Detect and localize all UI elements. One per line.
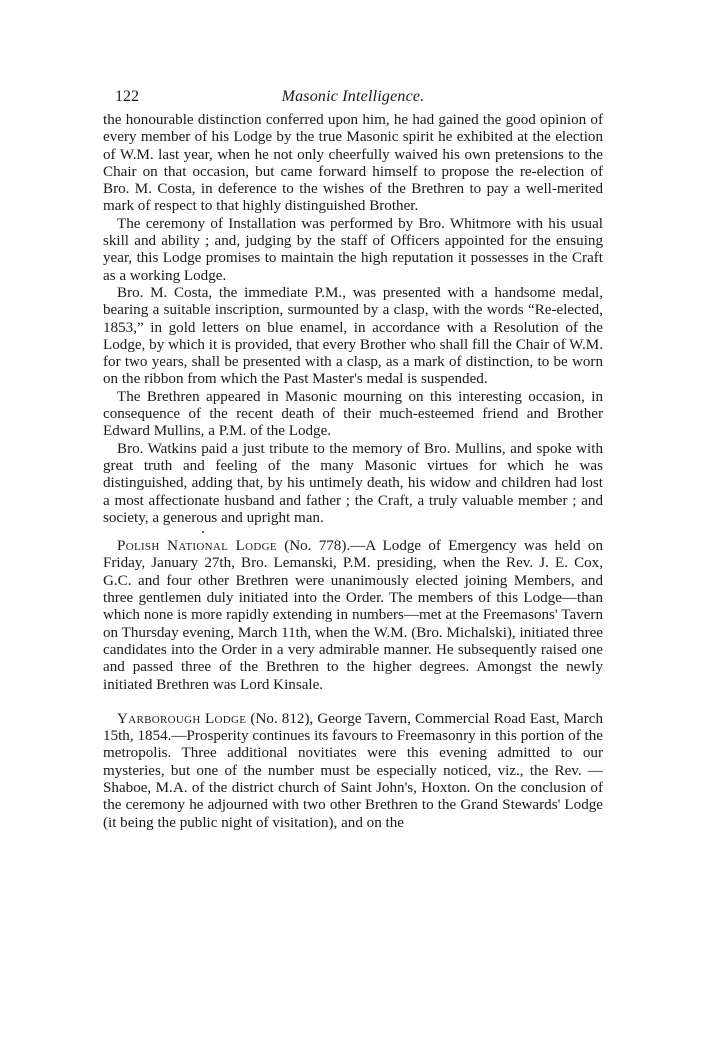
- polish-lodge-text: (No. 778).—A Lodge of Emergency was held on Friday, January 27th, Bro. Lemanski, P.M. presiding, when the Rev. J. E. Cox, G.C. and four other Brethren were unanimously elected joining Members, and three gentlemen duly initiated into the Order. The members of this Lodge—than which none is more rapidly extending in numbers—met at the Freemasons' Tavern on Thursday evening, March 11th, when the W.M. (Bro. Michalski), initiated three candidates into the Order in a very admirable manner. He subsequently raised one and passed three of the Brethren to the higher degrees. Amongst the newly initiated Brethren was Lord Kinsale.: [103, 538, 603, 693]
- paragraph-installation: The ceremony of Installation was performed by Bro. Whitmore with his usual skill and ability ; and, judging by the staff of Officers appointed for the ensuing year, this Lodge promises to maintain the high reputation it possesses in the Craft as a working Lodge.: [103, 215, 603, 284]
- section-gap: [103, 694, 603, 711]
- paragraph-polish-lodge: [103, 538, 603, 694]
- article-body: [103, 112, 603, 832]
- paragraph-yarborough-lodge: [103, 711, 603, 832]
- page-number: 122: [115, 88, 139, 105]
- book-page: [103, 88, 603, 832]
- paragraph-mourning: The Brethren appeared in Masonic mourning on this interesting occasion, in consequence of the recent death of their much-esteemed friend and Brother Edward Mullins, a P.M. of the Lodge.: [103, 388, 603, 440]
- paragraph-medal: Bro. M. Costa, the immediate P.M., was presented with a handsome medal, bearing a suitable inscription, surmounted by a clasp, with the words “Re-elected, 1853,” in gold letters on blue enamel, in accordance with a Resolution of the Lodge, by which it is provided, that every Brother who shall fill the Chair of W.M. for two years, shall be presented with a clasp, as a mark of distinction, to be worn on the ribbon from which the Past Master's medal is suspended.: [103, 284, 603, 388]
- divider-dot: [202, 531, 204, 533]
- section-divider: [103, 527, 603, 538]
- yarborough-lodge-text: (No. 812), George Tavern, Commercial Road East, March 15th, 1854.—Prosperity continues its favours to Freemasonry in this portion of the metropolis. Three additional novitiates were this evening admitted to our mysteries, but one of the number must be especially noticed, viz., the Rev. — Shaboe, M.A. of the district church of Saint John's, Hoxton. On the conclusion of the ceremony he adjourned with two other Brethren to the Grand Stewards' Lodge (it being the public night of visitation), and on the: [103, 710, 603, 831]
- lodge-name-yarborough: Yarborough Lodge: [117, 710, 247, 727]
- lodge-name-polish: Polish National Lodge: [117, 538, 277, 555]
- page-header: [103, 88, 603, 112]
- paragraph-continuation: the honourable distinction conferred upon him, he had gained the good opinion of every member of his Lodge by the true Masonic spirit he exhibited at the election of W.M. last year, when he not only cheerfully waived his own pretensions to the Chair on that occasion, but came forward himself to propose the re-election of Bro. M. Costa, in deference to the wishes of the Brethren to pay a well-merited mark of respect to that highly distinguished Brother.: [103, 112, 603, 215]
- paragraph-tribute: Bro. Watkins paid a just tribute to the memory of Bro. Mullins, and spoke with great truth and feeling of the many Masonic virtues for which he was distinguished, adding that, by his untimely death, his widow and children had lost a most affectionate husband and father ; the Craft, a truly valuable member ; and society, a generous and upright man.: [103, 440, 603, 526]
- running-title: Masonic Intelligence.: [281, 88, 425, 105]
